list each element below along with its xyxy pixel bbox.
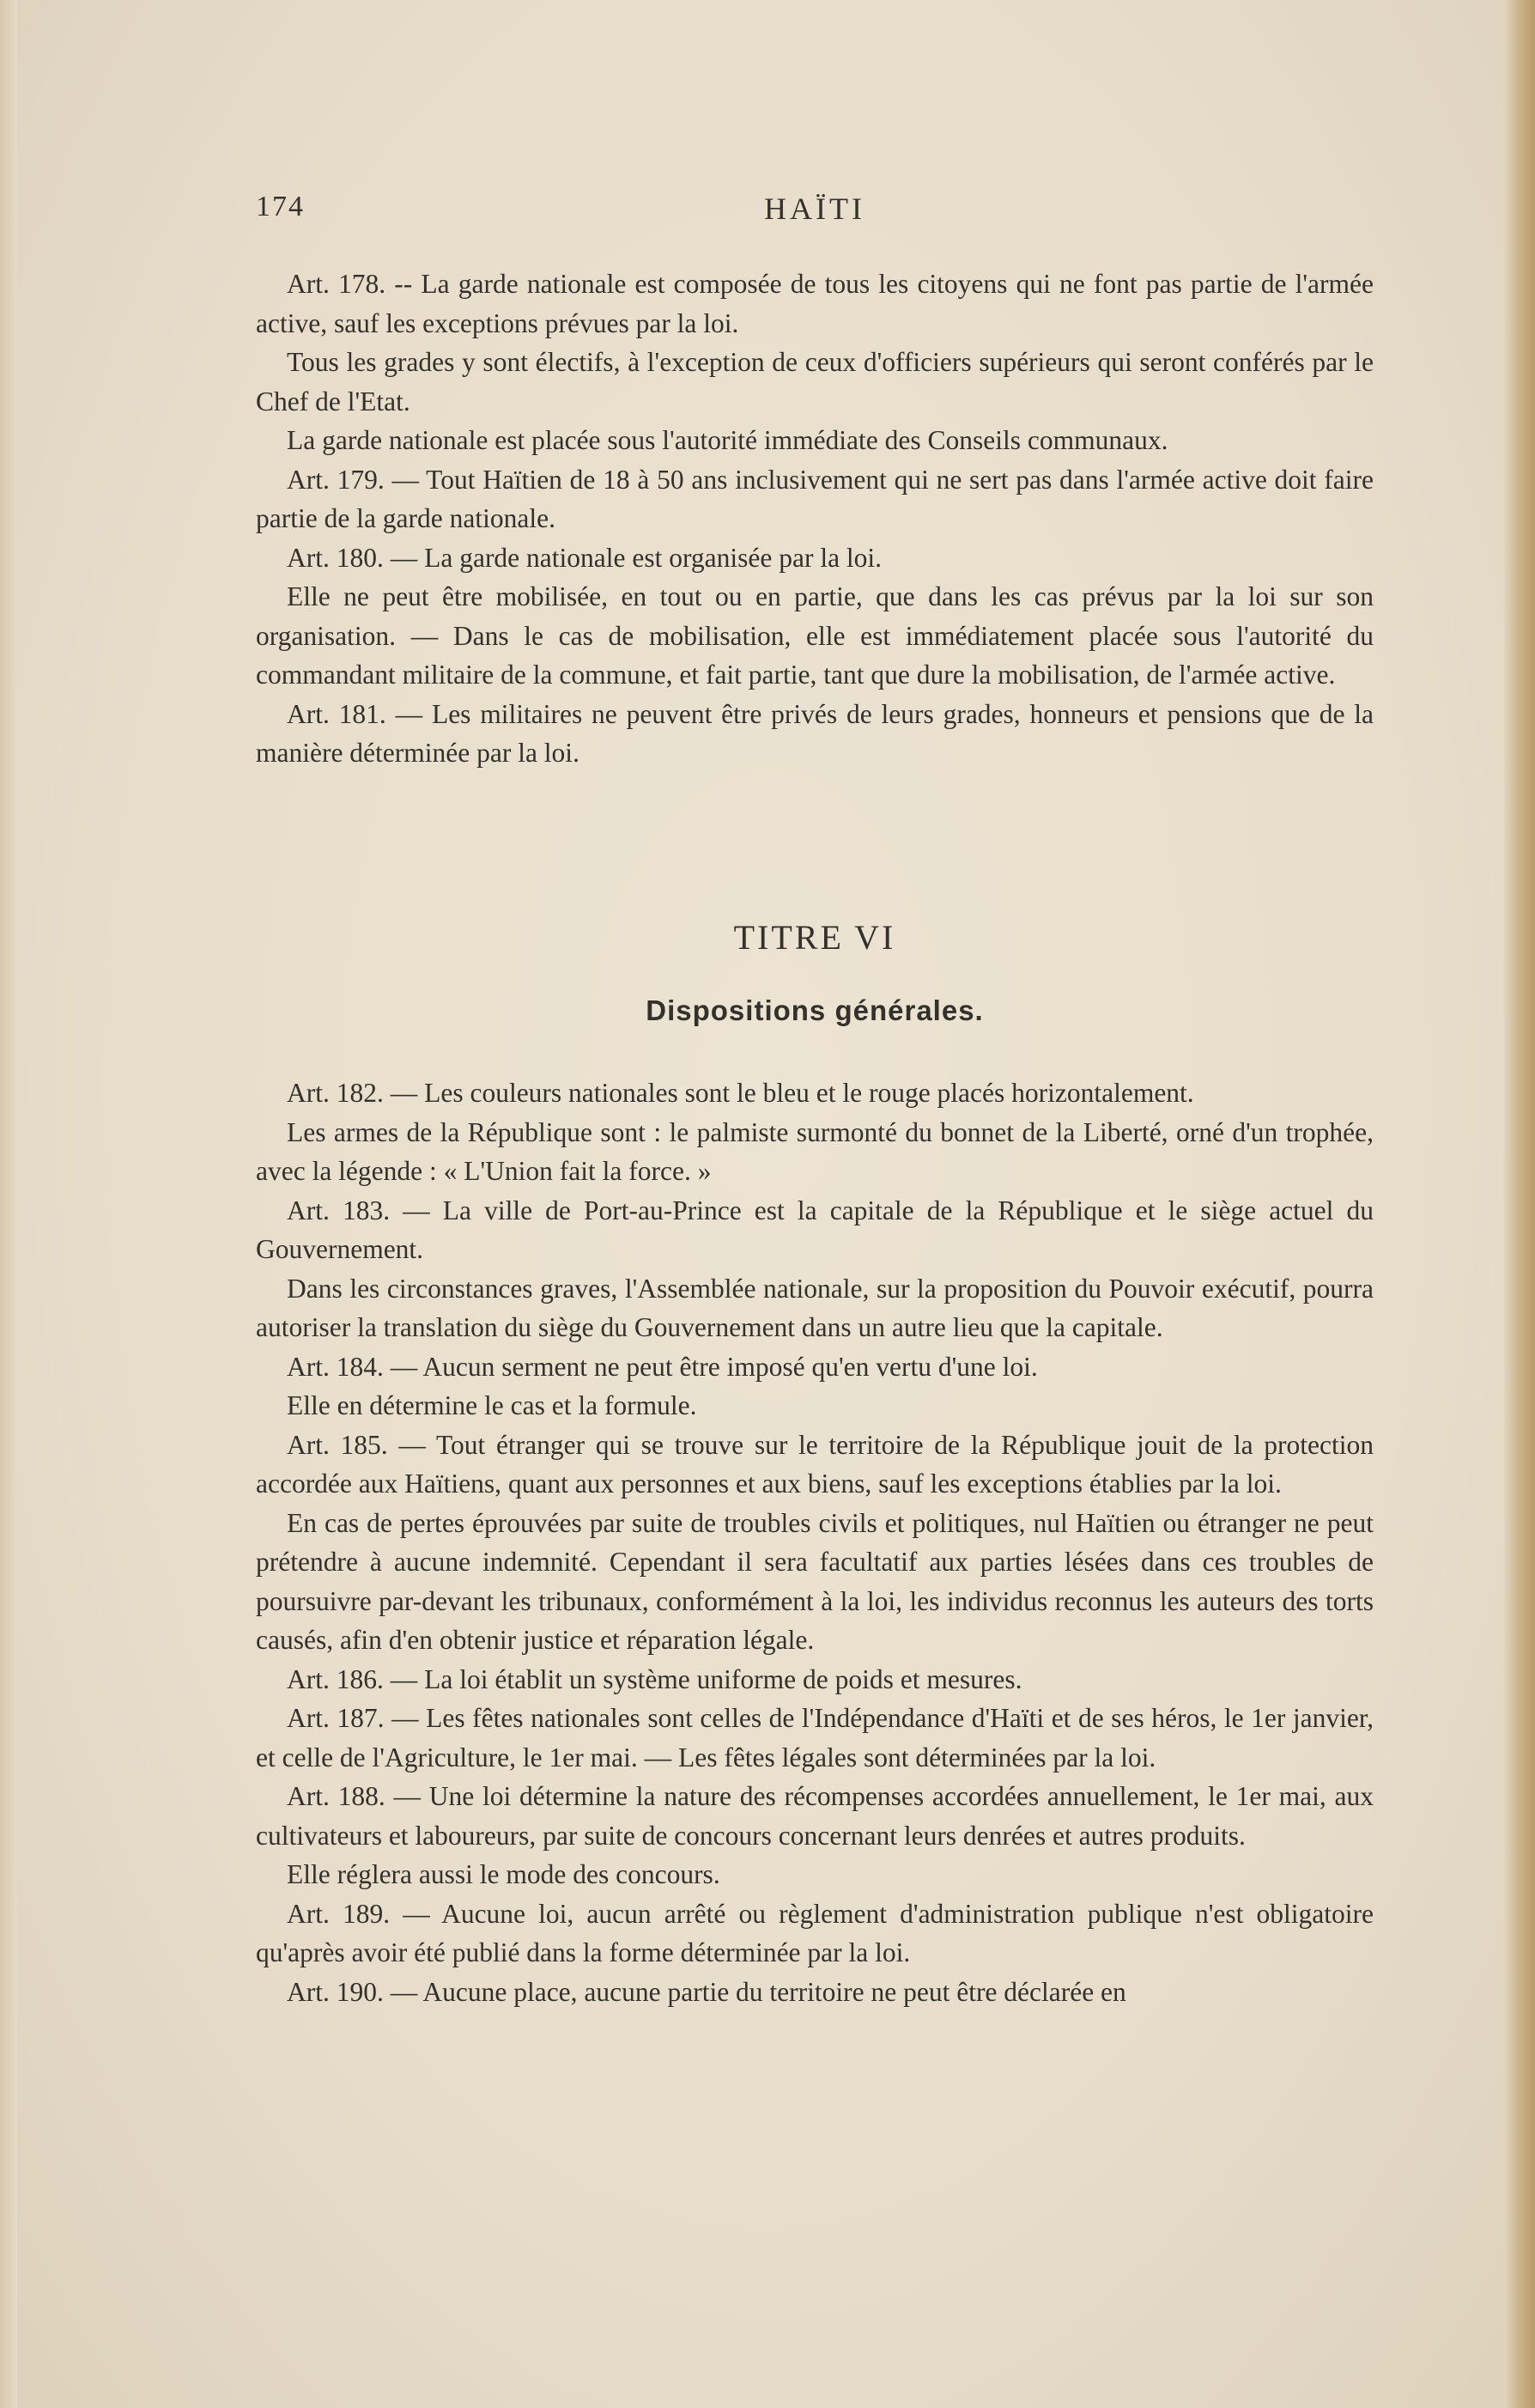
paragraph: Art. 179. — Tout Haïtien de 18 à 50 ans inclusivement qui ne sert pas dans l'armée active doit faire partie de la garde nationale. [256,464,1374,533]
text-block-military [256,265,1374,773]
paragraph: Art. 183. — La ville de Port-au-Prince est la capitale de la République et le siège actuel du Gouvernement. [256,1195,1374,1264]
paragraph: La garde nationale est placée sous l'autorité immédiate des Conseils communaux. [287,425,1168,455]
paragraph: Art. 182. — Les couleurs nationales sont le bleu et le rouge placés horizontalement. [287,1078,1194,1108]
paragraph: Art. 185. — Tout étranger qui se trouve sur le territoire de la République jouit de la protection accordée aux Haïtiens, quant aux personnes et aux biens, sauf les exceptions établies par la loi. [256,1429,1374,1499]
paragraph: En cas de pertes éprouvées par suite de troubles civils et politiques, nul Haïtien ou étranger ne peut prétendre à aucune indemnité. Cependant il sera facultatif aux parties lésées dans ces troubles de poursuivre par-devant les tribunaux, conformément à la loi, les individus reconnus les auteurs des torts causés, afin d'en obtenir justice et réparation légale. [256,1507,1374,1655]
paragraph: Art. 189. — Aucune loi, aucun arrêté ou règlement d'administration publique n'est obligatoire qu'après avoir été publié dans la forme déterminée par la loi. [256,1898,1374,1967]
paragraph: Art. 190. — Aucune place, aucune partie du territoire ne peut être déclarée en [287,1976,1126,2007]
page-left-edge [0,0,17,2408]
section-heading: Dispositions générales. [646,994,984,1026]
text-block-general [256,1073,1374,2011]
paragraph: Elle ne peut être mobilisée, en tout ou en partie, que dans les cas prévus par la loi sur son organisation. — Dans le cas de mobilisation, elle est immédiatement placée sous l'autorité du commandant militaire de la commune, et fait partie, tant que dure la mobilisation, de l'armée active. [256,581,1374,690]
paragraph: Art. 180. — La garde nationale est organisée par la loi. [287,542,883,573]
paragraph: Art. 188. — Une loi détermine la nature des récompenses accordées annuellement, le 1er mai, aux cultivateurs et laboureurs, par suite de concours concernant leurs denrées et autres produits. [256,1781,1374,1851]
paragraph: Art. 186. — La loi établit un système uniforme de poids et mesures. [287,1663,1022,1694]
paragraph: Dans les circonstances graves, l'Assemblée nationale, sur la proposition du Pouvoir exécutif, pourra autoriser la translation du siège du Gouvernement dans un autre lieu que la capitale. [256,1273,1374,1342]
page-header [256,191,1374,234]
page-number: 174 [256,191,305,222]
paragraph: Art. 184. — Aucun serment ne peut être imposé qu'en vertu d'une loi. [287,1351,1038,1382]
paragraph: Art. 181. — Les militaires ne peuvent être privés de leurs grades, honneurs et pensions que de la manière déterminée par la loi. [256,698,1374,768]
page-right-edge [1504,0,1535,2408]
title-heading: TITRE VI [733,918,896,957]
paragraph: Elle réglera aussi le mode des concours. [287,1859,720,1889]
paragraph: Elle en détermine le cas et la formule. [287,1390,697,1420]
paragraph: Tous les grades y sont électifs, à l'exception de ceux d'officiers supérieurs qui seront conférés par le Chef de l'Etat. [256,347,1374,417]
running-title: HAÏTI [764,192,865,226]
paragraph: Art. 187. — Les fêtes nationales sont celles de l'Indépendance d'Haïti et de ses héros, le 1er janvier, et celle de l'Agriculture, le 1er mai. — Les fêtes légales sont déterminées par la loi. [256,1703,1374,1773]
paragraph: Art. 178. -- La garde nationale est composée de tous les citoyens qui ne font pas partie de l'armée active, sauf les exceptions prévues par la loi. [256,269,1374,338]
paragraph: Les armes de la République sont : le palmiste surmonté du bonnet de la Liberté, orné d'un trophée, avec la légende : « L'Union fait la force. » [256,1116,1374,1186]
